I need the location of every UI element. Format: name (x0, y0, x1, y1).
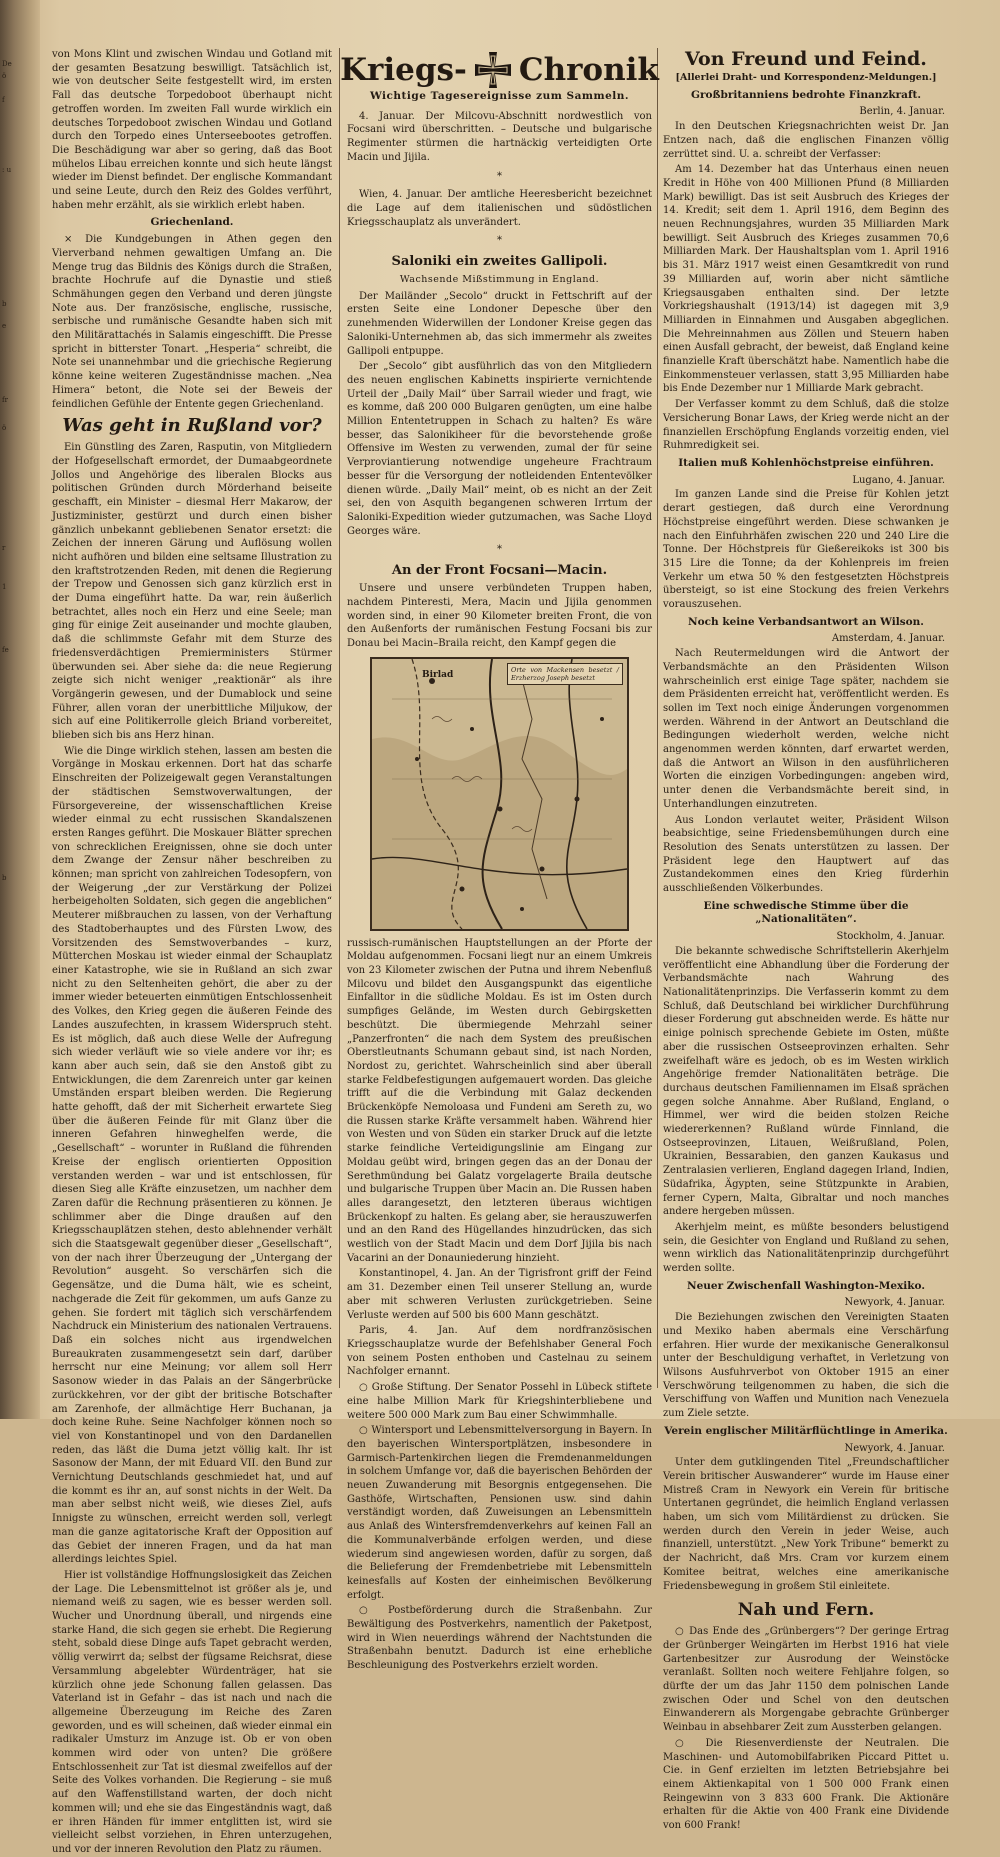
news-neutrale: ○ Die Riesenverdienste der Neutralen. Die Maschinen- und Automobilfabriken Piccard Pittet u. Cie. in Genf erzielten im letzten Betriebsjahre bei einem Aktienkapital von 1 500 000 Frank einen Reingewinn von 3 833 600 Frank. Die Aktionäre erhalten für die Aktie von 400 Frank eine Dividende von 600 Frank! (663, 1737, 949, 1832)
article-continuation: von Mons Klint und zwischen Windau und Gotland mit der gesamten Besatzung beswilligt. Tatsächlich ist, wie von deutscher Seite festgestellt wird, im ersten Fall das deutsche Torpedoboot überhaupt nicht getroffen worden. Im zweiten Fall wurde wirklich ein deutsches Torpedoboot zwischen Windau und Gotland durch den Torpedo eines Unterseebootes getroffen. Die Beschädigung war aber so gering, daß das Boot mühelos Libau erreichen konnte und sich heute längst wieder im Dienst befindet. Der englische Kommandant und seine Leute, durch den Reiz des Goldes verführt, haben mehr erzählt, als sie wirklich erlebt haben. (52, 49, 332, 211)
headline-wilson: Noch keine Verbandsantwort an Wilson. (688, 615, 924, 628)
article-verein: Unter dem gutklingenden Titel „Freundschaftlicher Verein britischer Auswanderer“ wurde im Hause einer Mistreß Cram in Newyork ein Verein für britische Untertanen gegründet, die heimlich England verlassen haben, um sich vom Militärdienst zu drücken. Sie werden durch den Verein in jeder Weise, auch finanziell, unterstützt. „New York Tribune“ bemerkt zu der Nachricht, daß Mrs. Cram vor kurzem einem Komitee beitrat, welches eine amerikanische Friedensbewegung in großem Stil einleitete. (663, 1457, 949, 1592)
section-heading-griechenland: Griechenland. (150, 216, 234, 229)
article-mexiko: Die Beziehungen zwischen den Vereinigten Staaten und Mexiko haben abermals eine Verschärfung erfahren. Hier wurde der mexikanische Generalkonsul unter der Beschuldigung verhaftet, in Verletzung von Wilsons Ausfuhrverbot von Oktober 1915 an einer Verschwörung teilgenommen zu haben, die sich die Verschiffung von Waffen und Munition nach Venezuela zum Ziele setzte. (663, 1312, 949, 1420)
headline-mexiko: Neuer Zwischenfall Washington-Mexiko. (686, 1279, 926, 1292)
dateline: Newyork, 4. Januar. (844, 1297, 945, 1309)
article-front-p1: Unsere und unsere verbündeten Truppen haben, nachdem Pinteresti, Mera, Macin und Jijila genommen worden sind, in einer 90 Kilometer breiten Front, die von den Außenforts der rumänischen Festung Focsani bis zur Donau bei Macin–Braila reicht, den Kampf gegen die (347, 583, 652, 649)
front-map (370, 657, 629, 931)
binding-gutter (0, 0, 40, 1419)
headline-grossbritannien: Großbritanniens bedrohte Finanzkraft. (691, 88, 921, 101)
news-stiftung: ○ Große Stiftung. Der Senator Possehl in Lübeck stiftete eine halbe Million Mark für Kriegshinterbliebene und weitere 500 000 Mark zum Bau einer Schwimmhalle. (347, 1382, 652, 1421)
headline-verein: Verein englischer Militärflüchtlinge in Amerika. (664, 1424, 948, 1437)
gutter-fragment: f (2, 96, 5, 104)
headline-front: An der Front Focsani—Macin. (391, 563, 608, 579)
map-illustration (372, 659, 627, 929)
title-left: Kriegs- (340, 52, 467, 88)
gutter-fragment: fr (2, 396, 8, 404)
news-wintersport: ○ Wintersport und Lebensmittelversorgung in Bayern. In den bayerischen Wintersportplätzen, insbesondere in Garmisch-Partenkirchen liegen die Fremdenanmeldungen in solchem Umfange vor, daß die bayerischen Behörden der neuen Zuwanderung mit Besorgnis entgegensehen. Die Gasthöfe, Wirtschaften, Pensionen usw. sind dahin verständigt worden, daß Zuweisungen an Lebensmitteln aus Anlaß des Wintersfremdenverkehrs auf keinen Fall an die Kommunalverbände erfolgen werden, und diese wiederum sind angewiesen worden, dafür zu sorgen, daß die Belieferung der Fremdenbetriebe mit Lebensmitteln keinesfalls auf Kosten der einheimischen Bevölkerung erfolgt. (347, 1425, 652, 1601)
gutter-fragment: b (2, 874, 7, 882)
dateline: Stockholm, 4. Januar. (836, 931, 945, 943)
column-left (52, 48, 332, 1855)
report-paris: Paris, 4. Jan. Auf dem nordfranzösischen Kriegsschauplatze wurde der Befehlshaber General Foch von seinem Posten enthoben und Castelnau zu seinem Nachfolger ernannt. (347, 1325, 652, 1378)
kriegs-chronik-subtitle: Wichtige Tagesereignisse zum Sammeln. (369, 90, 630, 102)
section-title-freund-feind: Von Freund und Feind. (685, 48, 927, 70)
column-middle (340, 48, 659, 1672)
headline-russland: Was geht in Rußland vor? (62, 415, 322, 437)
report-wien: Wien, 4. Januar. Der amtliche Heeresbericht bezeichnet die Lage auf dem italienischen und südöstlichen Kriegsschauplatz als unverändert. (347, 189, 652, 228)
article-gb-p2: Am 14. Dezember hat das Unterhaus einen neuen Kredit in Höhe von 400 Millionen Pfund (8 Milliarden Mark) bewilligt. Das ist seit Ausbruch des Krieges der 14. Kredit; seit dem 1. April 1916, dem Beginn des neuen Rechnungsjahres, wurden 35 Milliarden Mark bewilligt. Seit Ausbruch des Krieges zusammen 70,6 Milliarden Mark. Der Haushaltsplan vom 1. April 1916 bis 31. März 1917 weist einen Gesamtkredit von rund 39 Milliarden auf, worin aber nicht sämtliche Kriegsausgaben enthalten sind. Der letzte Vorkriegshaushalt (1913/14) ist dagegen mit 3,9 Milliarden in Einnahmen und Ausgaben abgeglichen. Die Mehreinnahmen aus Zöllen und Steuern haben einen Ausfall gebracht, der beweist, daß England keine finanzielle Kraft überschätzt habe. Namentlich habe die Einkommensteuer verlassen, statt 3,95 Milliarden habe bis Ende Dezember nur 1 Milliarde Mark gebracht. (663, 164, 949, 395)
gutter-fragment: De (2, 60, 12, 68)
article-russland-p1: Ein Günstling des Zaren, Rasputin, von Mitgliedern der Hofgesellschaft ermordet, der Dumaabgeordnete Jollos und Angehörige des liberalen Blocks aus politischen Gründen durch Mörderhand beiseite geschafft, ein Minister – diesmal Herr Makarow, der Justizminister, gestürzt und durch einen bisher gänzlich unbekannt gebliebenen Senator ersetzt: die Zeichen der inneren Gärung und Auflösung wollen nicht aufhören und bilden eine seltsame Illustration zu den kraftstrotzenden Reden, mit denen die Regierung der Trepow und Genossen sich ganz kürzlich erst in der Duma eingeführt hatte. Da war, rein äußerlich betrachtet, alles noch ein Herz und eine Seele; man ging für einige Zeit auseinander und mochte glauben, daß die schlimmste Gefahr mit dem Sturze des friedensverdächtigen Premierministers Stürmer überwunden sei. Aber siehe da: die neue Regierung zeigte sich nicht weniger „reaktionär“ als ihre Vorgängerin gewesen, und der Dumablock und seine Führer, allen voran der unerbittliche Miljukow, der sich auf eine Politikerrolle gleich Briand vorbereitet, blieben sich bis ans Herz hinan. (52, 442, 332, 742)
headline-schweden: Eine schwedische Stimme über die „Nationalitäten“. (703, 899, 909, 926)
gutter-fragment: r (2, 544, 6, 552)
article-wilson-p1: Nach Reutermeldungen wird die Antwort der Verbandsmächte an den Präsidenten Wilson wahrscheinlich erst einige Tage später, nachdem sie dem Präsidenten erreicht hat, veröffentlicht werden. Es sollen im Text noch einige Änderungen vorgenommen werden. Während in der Antwort an Deutschland die Bedingungen wiederholt werden, welche nicht angenommen werden könnten, darf erwartet werden, daß die Antwort an Wilson in den ausführlicheren Worten die einzigen Vorbedingungen: angeben wird, unter denen die Verbandsmächte bereit sind, in Unterhandlungen einzutreten. (663, 648, 949, 810)
article-front-p2: russisch-rumänischen Hauptstellungen an der Pforte der Moldau aufgenommen. Focsani liegt nur an einem Umkreis von 23 Kilometer zwischen der Putna und ihrem Nebenfluß Milcovu und bildet den Ausgangspunkt das eigentliche Einfalltor in die südliche Moldau. Es ist im Osten durch sumpfiges Gelände, im Westen durch Gebirgsketten beschützt. Die übermiegende Mehrzahl seiner „Panzerfronten“ die nach dem System des preußischen Oberstleutnants Schumann gebaut sind, ist nach Norden, Nordost zu, gerichtet. Wahrscheinlich sind aber überall starke Feldbefestigungen aufgemauert worden. Das gleiche trifft auf die die Verbindung mit Galaz deckenden Brückenköpfe Nemoloasa und Fundeni am Sereth zu, wo die Russen starke Kräfte versammelt haben. Während hier von Westen und von Süden ein starker Druck auf die letzte starke feindliche Verteidigungslinie am Eingang zur Moldau geübt wird, bringen gegen das an der Donau der Serethmündung bei Galatz vorgelagerte Braila deutsche und bulgarische Truppen über Macin an. Die Russen haben alles darangesetzt, den letzteren überaus wichtigen Brückenkopf zu halten. Es gelang aber, sie herauszuwerfen und an den Rand des Hügellandes hinzudrücken, das sich westlich von der Stadt Macin und dem Dorf Jijila bis nach Vacarini an der Donauniederung hinzieht. (347, 937, 652, 1264)
report-konstantinopel: Konstantinopel, 4. Jan. An der Tigrisfront griff der Feind am 31. Dezember einen Teil unserer Stellung an, wurde aber mit schweren Verlusten zurückgetrieben. Seine Verluste werden auf 500 bis 600 Mann geschätzt. (347, 1268, 652, 1321)
article-schweden-p2: Akerhjelm meint, es müßte besonders belustigend sein, die Gesichter von England und Rußland zu sehen, wenn wirklich das Nationalitätenprinzip durchgeführt werden sollte. (663, 1221, 949, 1275)
section-title-nah-fern: Nah und Fern. (737, 1600, 875, 1621)
article-wilson-p2: Aus London verlautet weiter, Präsident Wilson beabsichtige, seine Friedensbemühungen durch eine Resolution des Senats unterstützen zu lassen. Der Präsident lege den Hauptwert auf das Zustandekommen eines den Krieg fürderhin ausschließenden Völkerbundes. (663, 814, 949, 895)
separator-star: * (497, 544, 502, 556)
article-gb-p1: In den Deutschen Kriegsnachrichten weist Dr. Jan Entzen nach, daß die englischen Finanzen völlig zerrüttet sind. U. a. schreibt der Verfasser: (663, 121, 949, 160)
news-post: ○ Postbeförderung durch die Straßenbahn. Zur Bewältigung des Postverkehrs, namentlich der Paketpost, wird in Wien neuerdings während der Nachtstunden die Straßenbahn benutzt. Dadurch ist eine erhebliche Beschleunigung des Postverkehrs erzielt worden. (347, 1605, 652, 1672)
gutter-fragment: ö (2, 72, 7, 80)
article-schweden-p1: Die bekannte schwedische Schriftstellerin Akerhjelm veröffentlicht eine Abhandlung über die Forderung der Verbandsmächte nach Wahrung des Nationalitätenprinzips. Die Verfasserin kommt zu dem Schluß, daß Deutschland bei wirklicher Durchführung dieser Forderung gut abschneiden werde. Es hätte nur einige polnisch sprechende Gebiete im Osten, müßte aber die russischen Ostseeprovinzen erhalten. Sehr zweifelhaft wäre es jedoch, ob es im Westen wirklich Angehörige fremder Nationalitäten beträge. Die durchaus deutschen Familiennamen im Elsaß sprächen gegen solche Annahme. Aber Rußland, England, o Himmel, wer wird die beiden stolzen Reiche wiedererkennen? Rußland würde Finnland, die Ostseeprovinzen, Litauen, Weißrußland, Polen, Ukrainien, Bessarabien, den ganzen Kaukasus und Zentralasien verlieren, England dagegen Irland, Indien, Südafrika, Ägypten, seine Stützpunkte in Arabien, ferner Cypern, Malta, Gibraltar und noch manches andere hergeben müssen. (663, 945, 949, 1218)
article-russland-p2: Wie die Dinge wirklich stehen, lassen am besten die Vorgänge in Moskau erkennen. Dort hat das scharfe Einschreiten der Polizeigewalt gegen Veranstaltungen der städtischen Semstwoverwaltungen, der Fürsorgevereine, der wissenschaftlichen Kreise wieder einmal zu echt russischen Skandalszenen ersten Ranges geführt. Die Moskauer Blätter sprechen von schrecklichen Ereignissen, ohne sie doch unter dem Zwange der Zensur näher beschreiben zu können; man spricht von zahlreichen Todesopfern, von der Weigerung „der zur Verstärkung der Polizei herbeigeholten Soldaten, sich gegen die angeblichen“ Meuterer mißbrauchen zu lassen, von der Verhaftung des Stadtoberhauptes und des Fürsten Lwow, des Vorsitzenden des Semstwoverbandes – kurz, Mütterchen Moskau ist wieder einmal der Schauplatz einer Katastrophe, wie sie in Rußland an sich zwar nicht zu den Seltenheiten gehört, die aber zu der immer wieder beteuerten einmütigen Entschlossenheit des Volkes, den Krieg gegen die äußeren Feinde des Landes auszufechten, in krassem Widerspruch steht. Es ist möglich, daß auch diese Welle der Aufregung sich wieder verläuft wie so viele andere vor ihr; es kann aber auch sein, daß sie den Anstoß gibt zu Entwicklungen, die dem Zarenreich unter gar keinen Umständen erspart bleiben werden. Die Regierung hatte gehofft, daß der mit Sicherheit erwartete Sieg über die äußeren Feinde für mit Glanz über die inneren Gefahren hinweghelfen werde, die „Gesellschaft“ – worunter in Rußland die führenden Kreise der englisch orientierten Opposition verstanden werden – war und ist entschlossen, für diesen Sieg alle Kräfte einzusetzen, um nachher dem Zaren dafür die Rechnung präsentieren zu können. Je schlimmer aber die Dinge draußen auf den Kriegsschauplätzen stehen, desto ablehnender verhält sich die Staatsgewalt gegenüber dieser „Gesellschaft“, von der nach ihrer Überzeugung der „Untergang der Revolution“ ausgeht. So verschärfen sich die Gegensätze, und die Duma hält, wie es scheint, nachgerade die Zeit für gekommen, um aufs Ganze zu gehen. Sie fordert mit täglich sich verschärfendem Nachdruck ein Ministerium des nationalen Vertrauens. Daß ein solches nicht aus irgendwelchen Bureaukraten zusammengesetzt sein darf, darüber herrscht nur eine Meinung; vor allem soll Herr Sasonow wieder in das Palais an der Sängerbrücke zurückkehren, vor der gibt der britische Botschafter am Zarenhofe, der allmächtige Herr Buchanan, ja doch keine Ruhe. Seine Nachfolger können noch so viel von Konstantinopel und von den Dardanellen reden, das läßt die Duma jetzt völlig kalt. Ihr ist Sasonow der Mann, der mit Eduard VII. den Bund zur Vernichtung Deutschlands geschmiedet hat, und auf die kommt es ihr an, auf sonst nichts in der Welt. Da man aber selbst nicht weiß, wie dieses Ziel, aufs Innigste zu wünschen, erreicht werden soll, verlegt man die ganze agitatorische Kraft der Opposition auf das Gebiet der inneren Fragen, und da hat man allerdings leichtes Spiel. (52, 745, 332, 1566)
column-right (663, 48, 949, 1832)
dateline: Berlin, 4. Januar. (859, 106, 945, 118)
gutter-fragment: fe (2, 646, 9, 654)
article-italien: Im ganzen Lande sind die Preise für Kohlen jetzt derart gestiegen, daß durch eine Verordnung Höchstpreise eingeführt werden. Diese schwanken je nach den Einfuhrhäfen zwischen 220 und 240 Lire die Tonne. Der Höchstpreis für Gießereikoks ist 300 bis 315 Lire die Tonne; da der Kohlenpreis im freien Verkehr um etwa 50 % den festgesetzten Höchstpreis übersteigt, so ist eine Stockung des freien Verkehrs vorauszusehen. (663, 489, 949, 611)
iron-cross-icon (473, 50, 513, 90)
separator-star: * (497, 170, 502, 182)
headline-italien: Italien muß Kohlenhöchstpreise einführen. (678, 456, 934, 469)
chronik-entry: 4. Januar. Der Milcovu-Abschnitt nordwestlich von Focsani wird überschritten. – Deutsche und bulgarische Regimenter stürmen die hartnäckig verteidigten Orte Macin und Jijila. (347, 110, 652, 163)
gutter-fragment: e (2, 322, 7, 330)
kriegs-chronik-masthead (340, 50, 659, 104)
gutter-fragment: ö (2, 424, 7, 432)
kriegs-chronik-title (340, 50, 659, 90)
column-rule (657, 48, 658, 1388)
gutter-fragment: b (2, 300, 7, 308)
gutter-fragment: 1 (2, 583, 7, 591)
article-athen: × Die Kundgebungen in Athen gegen den Vierverband nehmen gewaltigen Umfang an. Die Menge trug das Bildnis des Königs durch die Straßen, brachte Hochrufe auf die Dynastie und stieß Schmähungen gegen den Verband und deren jüngste Note aus. Der französische, englische, russische, serbische und rumänische Gesandte haben sich mit den Militärattachés in Salamis eingeschifft. Die Presse spricht in bitterster Tonart. „Hesperia“ schreibt, die Note sei unannehmbar und die griechische Regierung könne keine weiteren Zugeständnisse machen. „Nea Himera“ betont, die Note sei der Beweis der feindlichen Gefühle der Entente gegen Griechenland. (52, 234, 332, 410)
gutter-fragment: : u (2, 166, 12, 174)
article-saloniki-p1: Der Mailänder „Secolo“ druckt in Fettschrift auf der ersten Seite eine Londoner Depesche über den zunehmenden Widerwillen der Londoner Kreise gegen das Saloniki-Unternehmen ab, das sich immermehr als zweites Gallipoli entpuppe. (347, 290, 652, 357)
subheadline-saloniki: Wachsende Mißstimmung in England. (399, 274, 600, 286)
dateline: Newyork, 4. Januar. (844, 1442, 945, 1454)
title-right: Chronik (518, 52, 659, 88)
map-city-label: Birlad (422, 669, 454, 680)
article-saloniki-p2: Der „Secolo“ gibt ausführlich das von den Mitgliedern des neuen englischen Kabinetts inspirierte vernichtende Urteil der „Daily Mail“ über Sarrail wieder und fragt, wie es komme, daß 200 000 Bulgaren genügten, um eine halbe Million Ententetruppen in Schach zu halten? Es wäre besser, das Salonikiheer für die bevorstehende große Offensive im Westen zu verwenden, zumal der für seine Verproviantierung notwendige ungeheure Frachtraum besser für die Versorgung der notleidenden Ententevölker dienen würde. „Daily Mail“ meint, ob es nicht an der Zeit sei, den von Asquith begangenen schweren Irrtum der Saloniki-Expedition wieder gutzumachen, was Sache Lloyd Georges wäre. (347, 361, 652, 537)
news-gruenberger: ○ Das Ende des „Grünbergers“? Der geringe Ertrag der Grünberger Weingärten im Herbst 1916 hat viele Gartenbesitzer zur Ausrodung der Weinstöcke veranlaßt. Sollten noch weitere Fehljahre folgen, so dürfte der um das Jahr 1150 dem polnischen Lande zwischen Oder und Schel von den deutschen Einwanderern als Morgengabe gebrachte Grünberger Weinbau in absehbarer Zeit zum Aussterben gelangen. (663, 1626, 949, 1734)
separator-star: * (497, 235, 502, 247)
dateline: Amsterdam, 4. Januar. (831, 633, 945, 645)
map-legend: Orte von Mackensen besetzt / Erzherzog Joseph besetzt (507, 663, 623, 685)
article-russland-p3: Hier ist vollständige Hoffnungslosigkeit das Zeichen der Lage. Die Lebensmittelnot ist größer als je, und niemand weiß zu sagen, wie es besser werden soll. Wucher und Unordnung überall, und nirgends eine starke Hand, die sich gegen sie erhebt. Die Regierung steht, sobald diese Dinge aufs Tapet gebracht werden, völlig verwirrt da; selbst der fügsame Reichsrat, diese Versammlung abgelebter Würdenträger, hat sie kürzlich ohne jede Schonung fallen gelassen. Das Vaterland ist in Gefahr – das ist nach und nach die allgemeine Überzeugung im Reiche des Zaren geworden, und es will scheinen, daß wieder einmal ein radikaler Umsturz im Anzuge ist. Ob er von oben kommen wird oder von unten? Die größere Entschlossenheit zur Tat ist diesmal zweifellos auf der Seite des Volkes vorhanden. Die Regierung – sie muß auf den Waffenstillstand warten, der doch nicht kommen will; und ehe sie das Eingeständnis wagt, daß er ihren Händen für immer entglitten ist, wird sie vielleicht selbst vorziehen, in Ehren unterzugehen, und vor der inneren Revolution den Platz zu räumen. (52, 1569, 332, 1855)
article-gb-p3: Der Verfasser kommt zu dem Schluß, daß die stolze Versicherung Bonar Laws, der Krieg werde nicht an der finanziellen Erschöpfung Englands vorzeitig enden, viel Ruhmredigkeit sei. (663, 399, 949, 452)
dateline: Lugano, 4. Januar. (852, 474, 945, 486)
headline-saloniki: Saloniki ein zweites Gallipoli. (391, 254, 608, 270)
section-subtitle-freund-feind: [Allerlei Draht- und Korrespondenz-Meldungen.] (675, 72, 937, 83)
column-rule (339, 48, 340, 1388)
